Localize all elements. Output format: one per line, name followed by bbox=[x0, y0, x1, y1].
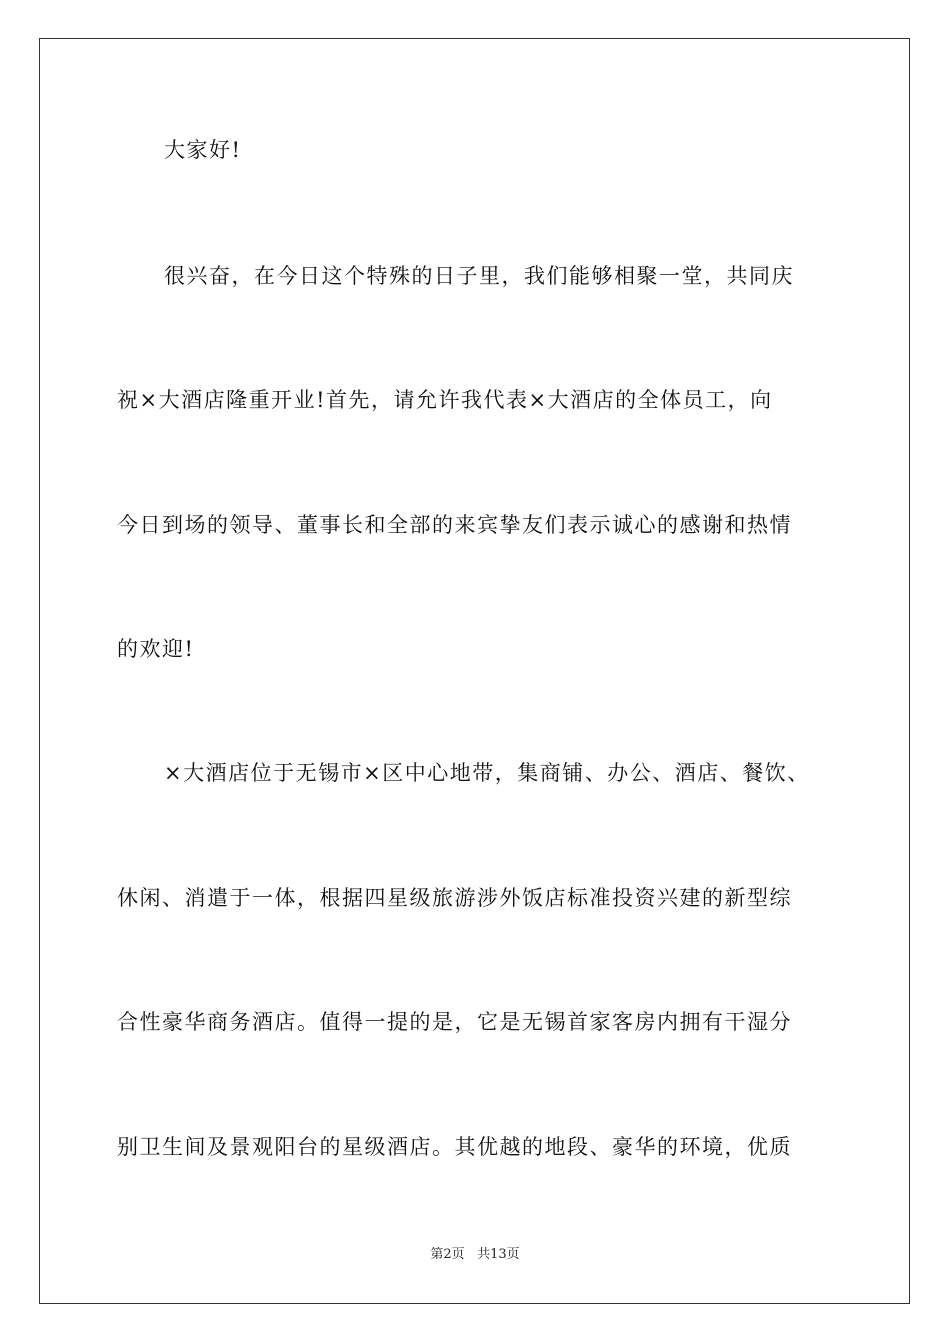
page-total: 共13页 bbox=[477, 1247, 520, 1262]
page-number: 第2页 bbox=[430, 1247, 465, 1262]
paragraph-line: 祝×大酒店隆重开业!首先，请允许我代表×大酒店的全体员工，向 bbox=[117, 388, 773, 412]
page-footer bbox=[0, 1246, 950, 1264]
paragraph-line: 的欢迎! bbox=[117, 637, 195, 661]
paragraph-line: 别卫生间及景观阳台的星级酒店。其优越的地段、豪华的环境，优质 bbox=[117, 1135, 792, 1159]
paragraph-line: 合性豪华商务酒店。值得一提的是，它是无锡首家客房内拥有干湿分 bbox=[117, 1010, 792, 1034]
paragraph-line: ×大酒店位于无锡市×区中心地带，集商铺、办公、酒店、餐饮、 bbox=[164, 761, 810, 785]
page-border bbox=[39, 38, 910, 1304]
paragraph-line: 今日到场的领导、董事长和全部的来宾挚友们表示诚心的感谢和热情 bbox=[117, 513, 792, 537]
greeting-line: 大家好! bbox=[164, 138, 242, 162]
paragraph-line: 休闲、消遣于一体，根据四星级旅游涉外饭店标准投资兴建的新型综 bbox=[117, 886, 792, 910]
paragraph-line: 很兴奋，在今日这个特殊的日子里，我们能够相聚一堂，共同庆 bbox=[164, 264, 794, 288]
